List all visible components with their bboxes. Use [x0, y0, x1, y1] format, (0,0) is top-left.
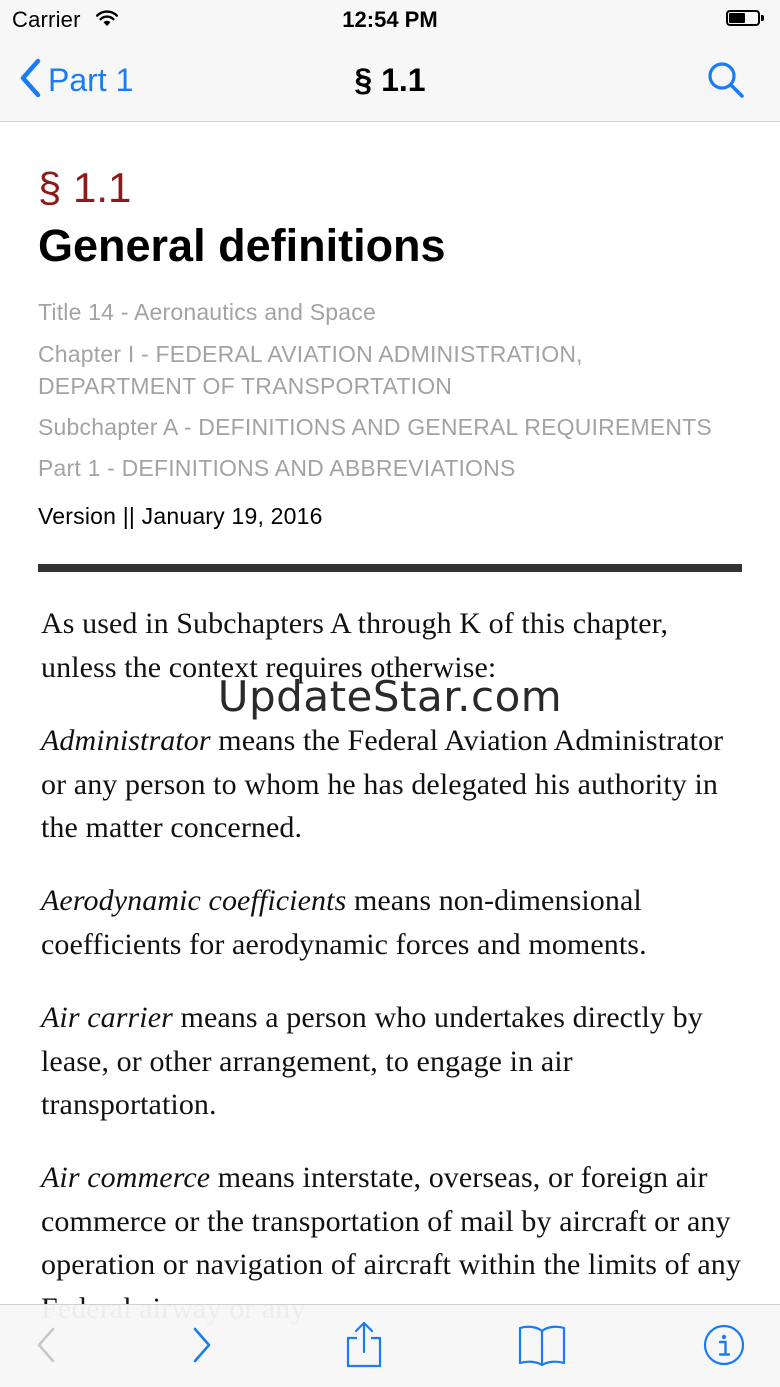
clock: 12:54 PM [342, 7, 438, 32]
search-icon [706, 87, 746, 104]
definition-text: means the Federal Aviation Administrator or any person to whom he has delegated his authority in the matter concerned. [41, 724, 724, 844]
chapter-breadcrumb[interactable]: Chapter I - FEDERAL AVIATION ADMINISTRATION, DEPARTMENT OF TRANSPORTATION [38, 341, 583, 399]
definition-paragraph [41, 719, 741, 850]
info-button[interactable] [698, 1321, 750, 1373]
section-divider [38, 564, 742, 572]
definition-text: means non-dimensional coefficients for aerodynamic forces and moments. [41, 884, 647, 961]
section-title: General definitions [38, 220, 446, 271]
watermark: UpdateStar.com [217, 672, 563, 721]
previous-section-button[interactable] [20, 1321, 72, 1373]
nav-title: § 1.1 [354, 62, 426, 98]
title-breadcrumb[interactable]: Title 14 - Aeronautics and Space [38, 299, 376, 325]
section-number: § 1.1 [38, 164, 132, 211]
chevron-right-icon [190, 1325, 214, 1370]
battery-icon [726, 10, 766, 28]
version-label: Version || January 19, 2016 [38, 503, 323, 529]
share-button[interactable] [338, 1321, 390, 1373]
definition-text: means interstate, overseas, or foreign air commerce or the transportation of mail by aircraft or any operation or navigation of aircraft within the limits of any [41, 1161, 741, 1281]
carrier-label: Carrier [12, 7, 81, 32]
definition-term: Air carrier [41, 1001, 173, 1034]
document-content[interactable] [0, 122, 780, 1304]
info-icon [703, 1324, 745, 1371]
share-icon [344, 1320, 384, 1375]
book-icon [516, 1323, 568, 1372]
bookmarks-button[interactable] [516, 1321, 568, 1373]
search-button[interactable] [706, 60, 746, 100]
definition-term: Administrator [41, 724, 211, 757]
bottom-toolbar [0, 1304, 780, 1387]
definition-term: Aerodynamic coefficients [41, 884, 347, 917]
definition-text: means a person who undertakes directly by lease, or other arrangement, to engage in air transportation. [41, 1001, 703, 1121]
status-bar [0, 0, 780, 40]
subchapter-breadcrumb[interactable]: Subchapter A - DEFINITIONS AND GENERAL REQUIREMENTS [38, 414, 712, 440]
navigation-bar [0, 40, 780, 122]
definition-paragraph [41, 996, 741, 1127]
next-section-button[interactable] [176, 1321, 228, 1373]
chevron-left-icon [34, 1325, 58, 1370]
definition-term: Air commerce [41, 1161, 211, 1194]
part-breadcrumb[interactable]: Part 1 - DEFINITIONS AND ABBREVIATIONS [38, 455, 516, 481]
definition-paragraph [41, 879, 741, 966]
back-button-label: Part 1 [48, 61, 134, 98]
intro-paragraph: As used in Subchapters A through K of this chapter, unless the context requires otherwise: [41, 607, 669, 684]
